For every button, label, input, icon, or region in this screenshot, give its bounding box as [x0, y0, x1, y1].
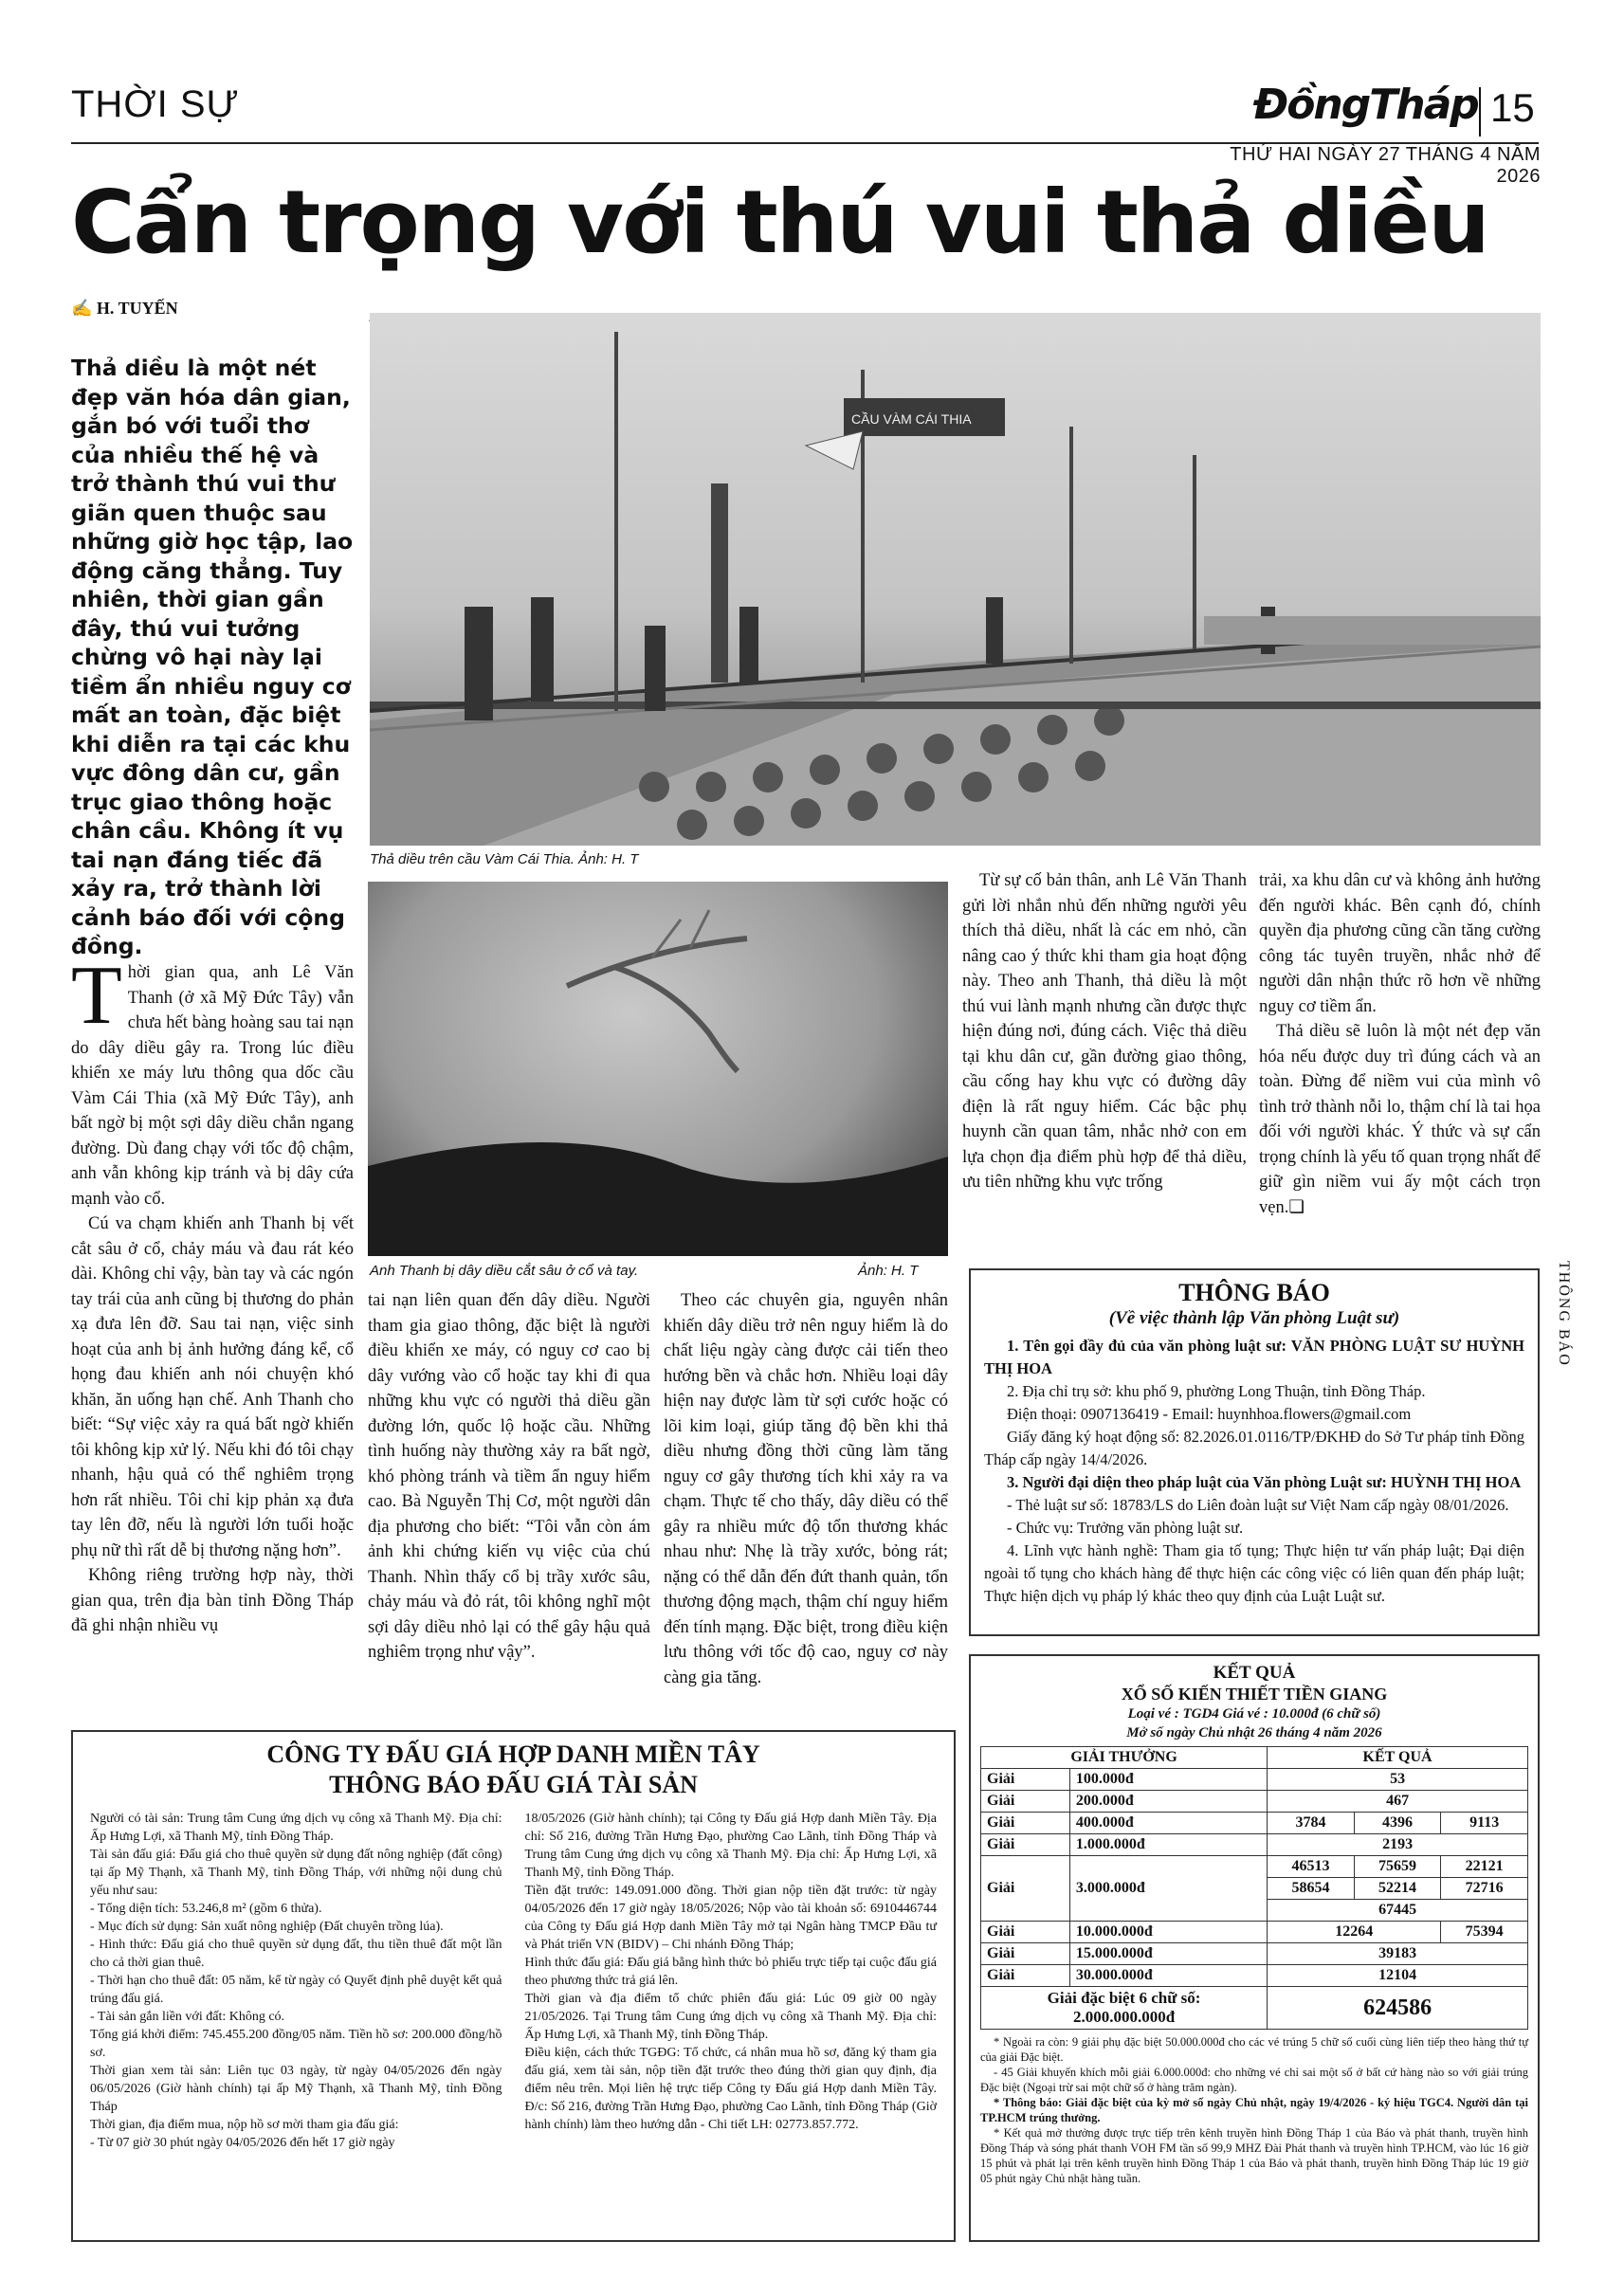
special-prize-row [981, 1987, 1528, 2030]
notice-line-2: 2. Địa chỉ trụ sở: khu phố 9, phường Long Thuận, tỉnh Đồng Tháp. [1007, 1382, 1426, 1400]
notice-line-5: 3. Người đại diện theo pháp luật của Văn phòng Luật sư: HUỲNH THỊ HOA [1007, 1473, 1522, 1491]
prize-label: Giải [981, 1791, 1070, 1813]
prize-label: Giải [981, 1813, 1070, 1834]
prize-amount: 10.000.000đ [1069, 1922, 1267, 1943]
winning-number: 467 [1268, 1791, 1528, 1813]
column-4-paragraph-1: Từ sự cố bản thân, anh Lê Văn Thanh gửi lời nhắn nhủ đến những người yêu thích thả diều, nhất là các em nhỏ, cần nâng cao ý thức khi tham gia hoạt động này. Theo anh Thanh, thả diều là một thú vui lành mạnh nhưng cần được thực hiện đúng nơi, đúng cách. Việc thả diều tại khu dân cư, gần đường giao thông, cầu cống hay khu vực có đường dây điện là rất nguy hiểm. Các bậc phụ huynh cần quan tâm, nhắc nhở con em lựa chọn địa điểm phù hợp để thả diều, ưu tiên những khu vực trống [962, 871, 1247, 1192]
winning-number: 2193 [1268, 1834, 1528, 1856]
lawyer-office-notice [969, 1268, 1540, 1636]
prize-header: GIẢI THƯỞNG [981, 1747, 1268, 1769]
notice-subtitle: (Về việc thành lập Văn phòng Luật sư) [1108, 1308, 1400, 1328]
lottery-table [980, 1746, 1528, 2030]
bridge-photo-scene [370, 313, 1541, 846]
winning-number: 12264 [1268, 1922, 1441, 1943]
winning-number: 75659 [1354, 1856, 1441, 1878]
winning-number: 12104 [1268, 1965, 1528, 1987]
prize-amount: 200.000đ [1069, 1791, 1267, 1813]
section-label: THỜI SỰ [71, 83, 240, 125]
article-headline: Cẩn trọng với thú vui thả diều [71, 172, 1488, 273]
bridge-photo [370, 313, 1541, 846]
winning-number: 9113 [1441, 1813, 1528, 1834]
page-separator [1479, 87, 1481, 137]
article-column-1 [71, 950, 354, 1639]
table-row [981, 1834, 1528, 1856]
prize-amount: 1.000.000đ [1069, 1834, 1267, 1856]
column-1-paragraph-1: hời gian qua, anh Lê Văn Thanh (ở xã Mỹ Đức Tây) vẫn chưa hết bàng hoàng sau tai nạn do dây diều gây ra. Trong lúc điều khiển xe máy lưu thông qua dốc cầu Vàm Cái Thia (xã Mỹ Đức Tây), anh bất ngờ bị một sợi dây diều chắn ngang đường. Dù đang chạy với tốc độ chậm, anh vẫn không kịp tránh và bị dây cứa mạnh vào cổ. [71, 963, 354, 1209]
prize-amount: 400.000đ [1069, 1813, 1267, 1834]
lottery-note-3: * Thông báo: Giải đặc biệt của kỳ mở số ngày Chủ nhật, ngày 19/4/2026 - ký hiệu TGC4. Người dân tại TP.HCM trúng thưởng. [980, 2096, 1528, 2124]
special-prize-label: Giải đặc biệt 6 chữ số: [1047, 1989, 1201, 2007]
winning-number: 52214 [1354, 1878, 1441, 1900]
column-2-paragraph-1: tai nạn liên quan đến dây diều. Người tham gia giao thông, đặc biệt là người điều khiển xe máy, có nguy cơ cao bị dây vướng vào cổ hoặc tay khi đi qua những khu vực có người thả diều gần đường lớn, quốc lộ hoặc cầu. Những tình huống này thường xảy ra bất ngờ, khó phòng tránh và tiềm ẩn nguy hiểm cao. Bà Nguyễn Thị Cơ, một người dân địa phương cho biết: “Tôi vẫn còn ám ảnh khi chứng kiến vụ việc của chú Thanh. Nhìn thấy cổ bị trầy xước sâu, chảy máu và đỏ rát, tôi không nghĩ một sợi dây diều nhỏ lại có thể gây hậu quả nghiêm trọng như vậy”. [368, 1291, 650, 1662]
prize-label: Giải [981, 1769, 1070, 1791]
prize-amount: 3.000.000đ [1069, 1856, 1267, 1922]
article-column-3 [664, 1288, 948, 1690]
auction-right-column: 18/05/2026 (Giờ hành chính); tại Công ty Đấu giá Hợp danh Miền Tây. Địa chỉ: Số 216, đường Trần Hưng Đạo, phường Cao Lãnh, tỉnh Đồng Tháp và Trung tâm Cung ứng dịch vụ công xã Thanh Mỹ. Địa chỉ: Ấp Hưng Lợi, xã Thanh Mỹ, tỉnh Đồng Tháp. Tiền đặt trước: 149.091.000 đồng. Thời gian nộp tiền đặt trước: từ ngày 04/05/2026 đến 17 giờ ngày 18/05/2026; Nộp vào tài khoản số: 6910446744 của Công ty Đấu giá Hợp danh Miền Tây mở tại Ngân hàng TMCP Đầu tư và Phát triển VN (BIDV) – Chi nhánh Đồng Tháp; Hình thức đấu giá: Đấu giá bằng hình thức bỏ phiếu trực tiếp tại cuộc đấu giá theo phương thức trả giá lên. Thời gian và địa điểm tổ chức phiên đấu giá: Lúc 09 giờ 00 ngày 21/05/2026. Tại Trung tâm Cung ứng dịch vụ công xã Thanh Mỹ. Địa chỉ: Ấp Hưng Lợi, xã Thanh Mỹ, tỉnh Đồng Tháp. Điều kiện, cách thức TGĐG: Tổ chức, cá nhân mua hồ sơ, đăng ký tham gia đấu giá, xem tài sản, nộp tiền đặt trước theo đúng thời gian quy định, địa điểm nêu trên. Mọi liên hệ trực tiếp Công ty Đấu giá Hợp danh Miền Tây. Đ/c: Số 216, đường Trần Hưng Đạo, phường Cao Lãnh, tỉnh Đồng Tháp (Giờ hành chính) làm theo hướng dẫn - Chi tiết LH: 02773.857.772. [524, 1812, 937, 2132]
winning-number: 67445 [1268, 1900, 1528, 1922]
notice-line-4: Giấy đăng ký hoạt động số: 82.2026.01.0116/TP/ĐKHĐ do Sở Tư pháp tỉnh Đồng Tháp cấp ngày 14/4/2026. [984, 1428, 1524, 1468]
column-1-paragraph-3: Không riêng trường hợp này, thời gian qua, trên địa bàn tỉnh Đồng Tháp đã ghi nhận nhiều vụ [71, 1566, 354, 1635]
notice-line-6: - Thẻ luật sư số: 18783/LS do Liên đoàn luật sư Việt Nam cấp ngày 08/01/2026. [1007, 1496, 1509, 1514]
lottery-note-1: * Ngoài ra còn: 9 giải phụ đặc biệt 50.000.000đ cho các vé trúng 5 chữ số cuối cùng liên tiếp theo hàng thứ tự của giải Đặc biệt. [980, 2035, 1528, 2064]
notice-line-3: Điện thoại: 0907136419 - Email: huynhhoa.flowers@gmail.com [1007, 1405, 1412, 1423]
winning-number: 3784 [1268, 1813, 1355, 1834]
table-row [981, 1965, 1528, 1987]
winning-number: 46513 [1268, 1856, 1355, 1878]
article-column-2 [368, 1288, 650, 1666]
winning-number: 4396 [1354, 1813, 1441, 1834]
prize-label: Giải [981, 1922, 1070, 1943]
notice-line-7: - Chức vụ: Trưởng văn phòng luật sư. [1007, 1519, 1244, 1537]
bridge-sign-text: CẦU VÀM CÁI THIA [851, 411, 972, 427]
notice-line-1: 1. Tên gọi đầy đủ của văn phòng luật sư: VĂN PHÒNG LUẬT SƯ HUỲNH THỊ HOA [984, 1337, 1524, 1377]
prize-label: Giải [981, 1834, 1070, 1856]
result-header: KẾT QUẢ [1268, 1747, 1528, 1769]
lottery-note-2: - 45 Giải khuyến khích mỗi giải 6.000.000đ: cho những vé chỉ sai một số ở bất cứ hàng nào so với giải trúng Đặc biệt (Ngoại trừ sai một chữ số ở hàng trăm ngàn). [980, 2066, 1528, 2094]
injury-photo-scene [368, 882, 948, 1256]
lottery-title: KẾT QUẢ [1213, 1663, 1296, 1683]
prize-label: Giải [981, 1943, 1070, 1965]
drop-cap: T [71, 950, 122, 1042]
column-5-paragraph-1: trải, xa khu dân cư và không ảnh hưởng đến người khác. Bên cạnh đó, chính quyền địa phương cũng cần tăng cường công tác tuyên truyền, nhắc nhở để người dân nhận thức rõ hơn về những nguy cơ tiềm ẩn. [1259, 871, 1541, 1016]
article-column-4 [962, 868, 1247, 1195]
auction-notice [71, 1730, 956, 2242]
table-row [981, 1922, 1528, 1943]
notice-side-label: THÔNG BÁO [1556, 1261, 1572, 1367]
prize-label: Giải [981, 1965, 1070, 1987]
prize-amount: 30.000.000đ [1069, 1965, 1267, 1987]
lottery-note-4: * Kết quả mở thưởng được trực tiếp trên kênh truyền hình Đồng Tháp 1 của Báo và phát thanh, truyền hình Đồng Tháp và sóng phát thanh VOH FM tần số 99,9 MHZ Đài Phát thanh và truyền hình TP.HCM, vào lúc 16 giờ 15 phút và phát lại trên kênh truyền hình Đồng Tháp 1 của Báo và phát thanh, truyền hình Đồng Tháp lúc 19 giờ 05 phút ngày Chủ nhật hàng tuần. [980, 2126, 1528, 2185]
special-prize-number: 624586 [1268, 1987, 1528, 2030]
auction-title-2: THÔNG BÁO ĐẤU GIÁ TÀI SẢN [329, 1771, 698, 1798]
photo-caption-1: Thả diều trên cầu Vàm Cái Thia. Ảnh: H. T [370, 851, 639, 867]
column-3-paragraph-1: Theo các chuyên gia, nguyên nhân khiến dây diều trở nên nguy hiểm là do chất liệu ngày càng được cải tiến theo hướng bền và chắc hơn. Nhiều loại dây hiện nay được làm từ sợi cước hoặc có lõi kim loại, giúp tăng độ bền khi thả diều nhưng đồng thời cũng làm tăng nguy cơ gây thương tích khi xảy ra va chạm. Thực tế cho thấy, dây diều có thể gây ra nhiều mức độ tổn thương khác nhau như: Nhẹ là trầy xước, bỏng rát; nặng có thể dẫn đến đứt thanh quản, tổn thương động mạch, thậm chí nguy hiểm đến tính mạng. Đặc biệt, trong điều kiện lưu thông với tốc độ cao, nguy cơ này càng gia tăng. [664, 1291, 948, 1687]
injury-photo [368, 882, 948, 1256]
winning-number: 53 [1268, 1769, 1528, 1791]
winning-number: 72716 [1441, 1878, 1528, 1900]
special-prize-amount: 2.000.000.000đ [1072, 2008, 1176, 2026]
lottery-results [969, 1654, 1540, 2242]
winning-number: 58654 [1268, 1878, 1355, 1900]
article-column-5 [1259, 868, 1541, 1220]
issue-date: THỨ HAI NGÀY 27 THÁNG 4 NĂM 2026 [1230, 144, 1541, 187]
notice-line-8: 4. Lĩnh vực hành nghề: Tham gia tố tụng; Thực hiện tư vấn pháp luật; Đại diện ngoài tố tụng cho khách hàng để thực hiện các công việc có liên quan đến pháp luật; Thực hiện dịch vụ pháp lý khác theo quy định của Luật Luật sư. [984, 1541, 1524, 1605]
page-number: 15 [1490, 85, 1535, 130]
table-row [981, 1769, 1528, 1791]
column-5-paragraph-2: Thả diều sẽ luôn là một nét đẹp văn hóa nếu được duy trì đúng cách và an toàn. Đừng để niềm vui của mình vô tình trở thành nỗi lo, thậm chí là tai họa đối với người khác. Ý thức và sự cẩn trọng chính là yếu tố quan trọng nhất để giữ gìn niềm vui ấy một cách trọn vẹn.❏ [1259, 1022, 1541, 1217]
photo-caption-2: Anh Thanh bị dây diều cắt sâu ở cổ và tay. [370, 1263, 639, 1279]
article-lead: Thả diều là một nét đẹp văn hóa dân gian, gắn bó với tuổi thơ của nhiều thế hệ và trở thành thú vui thư giãn quen thuộc sau những giờ học tập, lao động căng thẳng. Tuy nhiên, thời gian gần đây, thú vui tưởng chừng vô hại này lại tiềm ẩn nhiều nguy cơ mất an toàn, đặc biệt khi diễn ra tại các khu vực đông dân cư, gần trục giao thông hoặc chân cầu. Không ít vụ tai nạn đáng tiếc đã xảy ra, trở thành lời cảnh báo đối với cộng đồng. [71, 355, 354, 959]
table-row [981, 1943, 1528, 1965]
auction-left-column: Người có tài sản: Trung tâm Cung ứng dịch vụ công xã Thanh Mỹ. Địa chỉ: Ấp Hưng Lợi, xã Thanh Mỹ, tỉnh Đồng Tháp. Tài sản đấu giá: Đấu giá cho thuê quyền sử dụng đất nông nghiệp (đất công) tại ấp Mỹ Thạnh, xã Thanh Mỹ, tỉnh Đồng Tháp, với những nội dung chủ yếu như sau: - Tổng diện tích: 53.246,8 m² (gồm 6 thửa). - Mục đích sử dụng: Sản xuất nông nghiệp (Đất chuyên trồng lúa). - Hình thức: Đấu giá cho thuê quyền sử dụng đất, thu tiền thuê đất một lần cho cả thời gian thuê. - Thời hạn cho thuê đất: 05 năm, kể từ ngày có Quyết định phê duyệt kết quả trúng đấu giá. - Tài sản gắn liền với đất: Không có. Tổng giá khởi điểm: 745.455.200 đồng/05 năm. Tiền hồ sơ: 200.000 đồng/hồ sơ. Thời gian xem tài sản: Liên tục 03 ngày, từ ngày 04/05/2026 đến ngày 06/05/2026 (Giờ hành chính) tại ấp Mỹ Thạnh, xã Thanh Mỹ, tỉnh Đồng Tháp Thời gian, địa điểm mua, nộp hồ sơ mời tham gia đấu giá: - Từ 07 giờ 30 phút ngày 04/05/2026 đến hết 17 giờ ngày [90, 1812, 502, 2150]
table-row [981, 1791, 1528, 1813]
newspaper-logo: ĐồngTháp [1253, 81, 1478, 129]
photo-caption-2-credit: Ảnh: H. T [858, 1263, 919, 1279]
winning-number: 75394 [1441, 1922, 1528, 1943]
lottery-draw-date: Mở số ngày Chủ nhật 26 tháng 4 năm 2026 [1126, 1725, 1382, 1740]
winning-number: 22121 [1441, 1856, 1528, 1878]
prize-label: Giải [981, 1856, 1070, 1922]
winning-number: 39183 [1268, 1943, 1528, 1965]
auction-title-1: CÔNG TY ĐẤU GIÁ HỢP DANH MIỀN TÂY [266, 1740, 760, 1768]
lottery-subtitle: XỔ SỐ KIẾN THIẾT TIỀN GIANG [1121, 1685, 1388, 1704]
table-row [981, 1856, 1528, 1878]
notice-title: THÔNG BÁO [1178, 1279, 1330, 1306]
column-1-paragraph-2: Cú va chạm khiến anh Thanh bị vết cắt sâu ở cổ, chảy máu và đau rát kéo dài. Không chỉ vậy, bàn tay và các ngón tay trái của anh cũng bị thương do phản xạ đưa lên đỡ. Sau tai nạn, việc sinh hoạt của anh bị ảnh hưởng đáng kể, cổ họng đau khiến anh nói chuyện khó khăn, ăn uống hạn chế. Anh Thanh cho biết: “Sự việc xảy ra quá bất ngờ khiến tôi không kịp xử lý. Nếu khi đó tôi chạy nhanh, hậu quả có thể nghiêm trọng hơn rất nhiều. Tôi chỉ kịp phản xạ đưa tay lên đỡ, nếu là người lớn tuổi hoặc phụ nữ thì rất dễ bị thương nặng hơn”. [71, 1214, 354, 1560]
lottery-ticket-info: Loại vé : TGD4 Giá vé : 10.000đ (6 chữ số) [1127, 1706, 1381, 1722]
article-byline: ✍ H. TUYẾN [71, 299, 178, 318]
prize-amount: 100.000đ [1069, 1769, 1267, 1791]
prize-amount: 15.000.000đ [1069, 1943, 1267, 1965]
table-row [981, 1813, 1528, 1834]
